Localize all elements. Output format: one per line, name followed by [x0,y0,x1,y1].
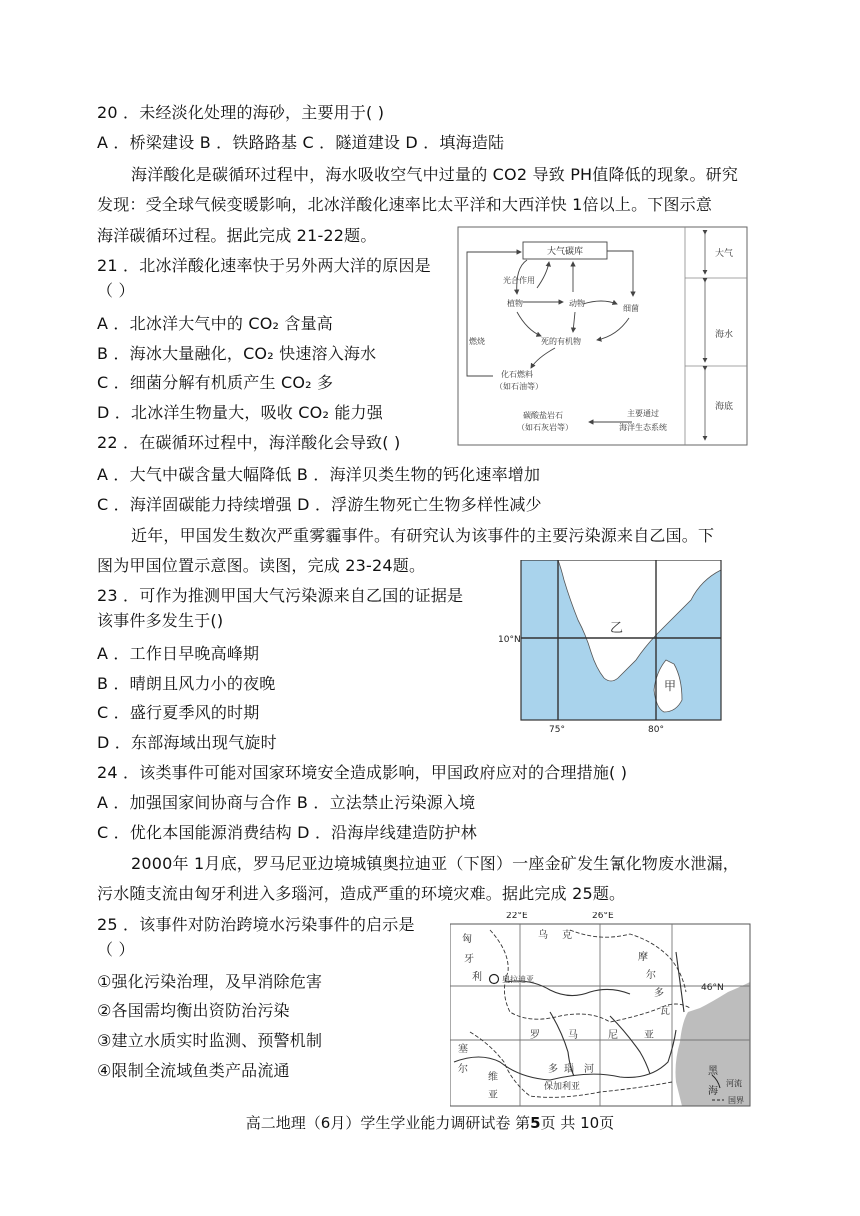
q25-option-4: ④限制全流域鱼类产品流通 [97,1061,290,1080]
black-sea-char-2: 海 [708,1086,718,1097]
legend-river-label: 河流 [726,1079,742,1088]
longitude-26-label: 26°E [592,912,614,921]
q22-options-cd: C ．海洋固碳能力持续增强 D ．浮游生物死亡生物多样性减少 [97,495,542,514]
danube-char-2: 瑙 [564,1064,574,1075]
q24-options-cd: C ．优化本国能源消费结构 D ．沿海岸线建造防护林 [97,823,477,842]
q20-stem: 20 ．未经淡化处理的海砂，主要用于( ) [97,103,385,122]
legend-border-label: 国界 [728,1096,744,1105]
hungary-char-2: 牙 [464,954,474,965]
moldova-char-2: 尔 [646,970,656,981]
fossil-label: 化石燃料 [501,370,533,379]
hungary-char-1: 匈 [462,934,472,945]
serbia-char-1: 塞 [458,1044,468,1055]
black-sea-char-1: 黑 [708,1066,718,1077]
photosynthesis-label: 光合作用 [503,276,535,285]
bacteria-label: 细菌 [623,304,639,313]
romania-char-1: 罗 [530,1030,540,1041]
latitude-label: 10°N [498,635,521,645]
passage1-line3: 海洋碳循环过程。据此完成 21-22题。 [97,226,377,245]
passage1-line2: 发现：受全球气候变暖影响，北冰洋酸化速率比太平洋和大西洋快 1倍以上。下图示意 [97,195,713,214]
longitude-22-label: 22°E [506,912,528,921]
moldova-char-1: 摩 [638,952,648,963]
oradea-label: 奥拉迪亚 [502,975,534,984]
ukraine-char-1: 乌 [538,930,548,941]
combustion-label: 燃烧 [469,337,485,346]
oradea-marker [490,975,499,984]
animals-label: 动物 [569,299,585,308]
carbon-cycle-diagram [457,226,749,447]
romania-char-3: 尼 [608,1030,618,1041]
q25-option-2: ②各国需均衡出资防治污染 [97,1001,290,1020]
serbia-char-4: 亚 [488,1090,498,1101]
dead-organic-label: 死的有机物 [541,337,581,346]
danube-char-3: 河 [584,1064,594,1075]
bulgaria-label: 保加利亚 [544,1082,581,1092]
atmosphere-reservoir-box: 大气碳库 [546,247,584,257]
q23-stem: 23 ．可作为推测甲国大气污染源来自乙国的证据是 [97,586,464,605]
longitude-75-label: 75° [549,725,565,735]
passage1-line1: 海洋酸化是碳循环过程中，海水吸收空气中过量的 CO2 导致 PH值降低的现象。研究 [131,165,739,184]
q23-option-c: C ．盛行夏季风的时期 [97,703,260,722]
romania-map [450,912,755,1108]
q25-option-3: ③建立水质实时监测、预警机制 [97,1031,323,1050]
moldova-char-4: 瓦 [660,1006,670,1017]
q23-option-d: D ．东部海域出现气旋时 [97,733,277,752]
longitude-80-label: 80° [648,725,664,735]
serbia-char-3: 维 [488,1072,498,1083]
via-label: 主要通过 [627,409,659,418]
marine-ecosystem-label: 海洋生态系统 [619,423,667,432]
layer-air-label: 大气 [715,249,734,259]
page-footer [0,1112,860,1133]
q22-stem: 22 ．在碳循环过程中，海洋酸化会导致( ) [97,433,401,452]
q25-stem2: （ ） [97,940,135,959]
q24-stem: 24 ．该类事件可能对国家环境安全造成影响，甲国政府应对的合理措施( ) [97,763,628,782]
passage2-line2: 图为甲国位置示意图。读图，完成 23-24题。 [97,556,426,575]
footer-text-suffix: 页 共 10页 [540,1114,615,1132]
carbonate-example-label: （如石灰岩等） [517,423,573,432]
q21-option-b: B ．海冰大量融化，CO₂ 快速溶入海水 [97,344,377,363]
layer-sea-label: 海水 [715,330,734,340]
q24-options-ab: A ．加强国家间协商与合作 B ．立法禁止污染源入境 [97,793,476,812]
passage2-line1: 近年，甲国发生数次严重雾霾事件。有研究认为该事件的主要污染源来自乙国。下 [131,526,715,545]
danube-char-1: 多 [548,1064,558,1075]
footer-text-prefix: 高二地理（6月）学生学业能力调研试卷 第 [245,1114,531,1132]
passage3-line1: 2000年 1月底，罗马尼亚边境城镇奥拉迪亚（下图）一座金矿发生氰化物废水泄漏， [131,854,739,873]
latitude-46-label: 46°N [701,983,724,993]
passage3-line2: 污水随支流由匈牙利进入多瑙河，造成严重的环境灾难。据此完成 25题。 [97,884,626,903]
q25-stem: 25 ．该事件对防治跨境水污染事件的启示是 [97,915,415,934]
country-jia-label: 甲 [664,679,677,693]
q23-option-a: A ．工作日早晚高峰期 [97,644,260,663]
q23-stem2: 该事件多发生于() [97,611,224,630]
q21-stem-paren: （ ） [97,281,135,300]
layer-floor-label: 海底 [715,402,734,412]
south-asia-map [496,560,726,738]
q23-option-b: B ．晴朗且风力小的夜晚 [97,674,276,693]
country-yi-label: 乙 [610,621,624,636]
carbonate-label: 碳酸盐岩石 [523,411,563,420]
q20-options: A ．桥梁建设 B ．铁路路基 C ．隧道建设 D ．填海造陆 [97,133,505,152]
q21-option-c: C ．细菌分解有机质产生 CO₂ 多 [97,373,334,392]
serbia-char-2: 尔 [458,1064,468,1075]
q21-stem: 21 ．北冰洋酸化速率快于另外两大洋的原因是 [97,256,431,275]
q21-option-a: A ．北冰洋大气中的 CO₂ 含量高 [97,314,333,333]
moldova-char-3: 多 [654,988,664,999]
q22-options-ab: A ．大气中碳含量大幅降低 B ．海洋贝类生物的钙化速率增加 [97,465,541,484]
hungary-char-3: 利 [472,972,482,983]
ukraine-char-2: 克 [562,930,572,941]
footer-page-number: 5 [530,1114,541,1132]
fossil-example-label: （如石油等） [495,382,543,391]
q21-option-d: D ．北冰洋生物量大，吸收 CO₂ 能力强 [97,403,383,422]
plants-label: 植物 [507,299,523,308]
romania-char-4: 亚 [644,1030,654,1041]
romania-char-2: 马 [568,1030,578,1041]
q25-option-1: ①强化污染治理，及早消除危害 [97,972,323,991]
